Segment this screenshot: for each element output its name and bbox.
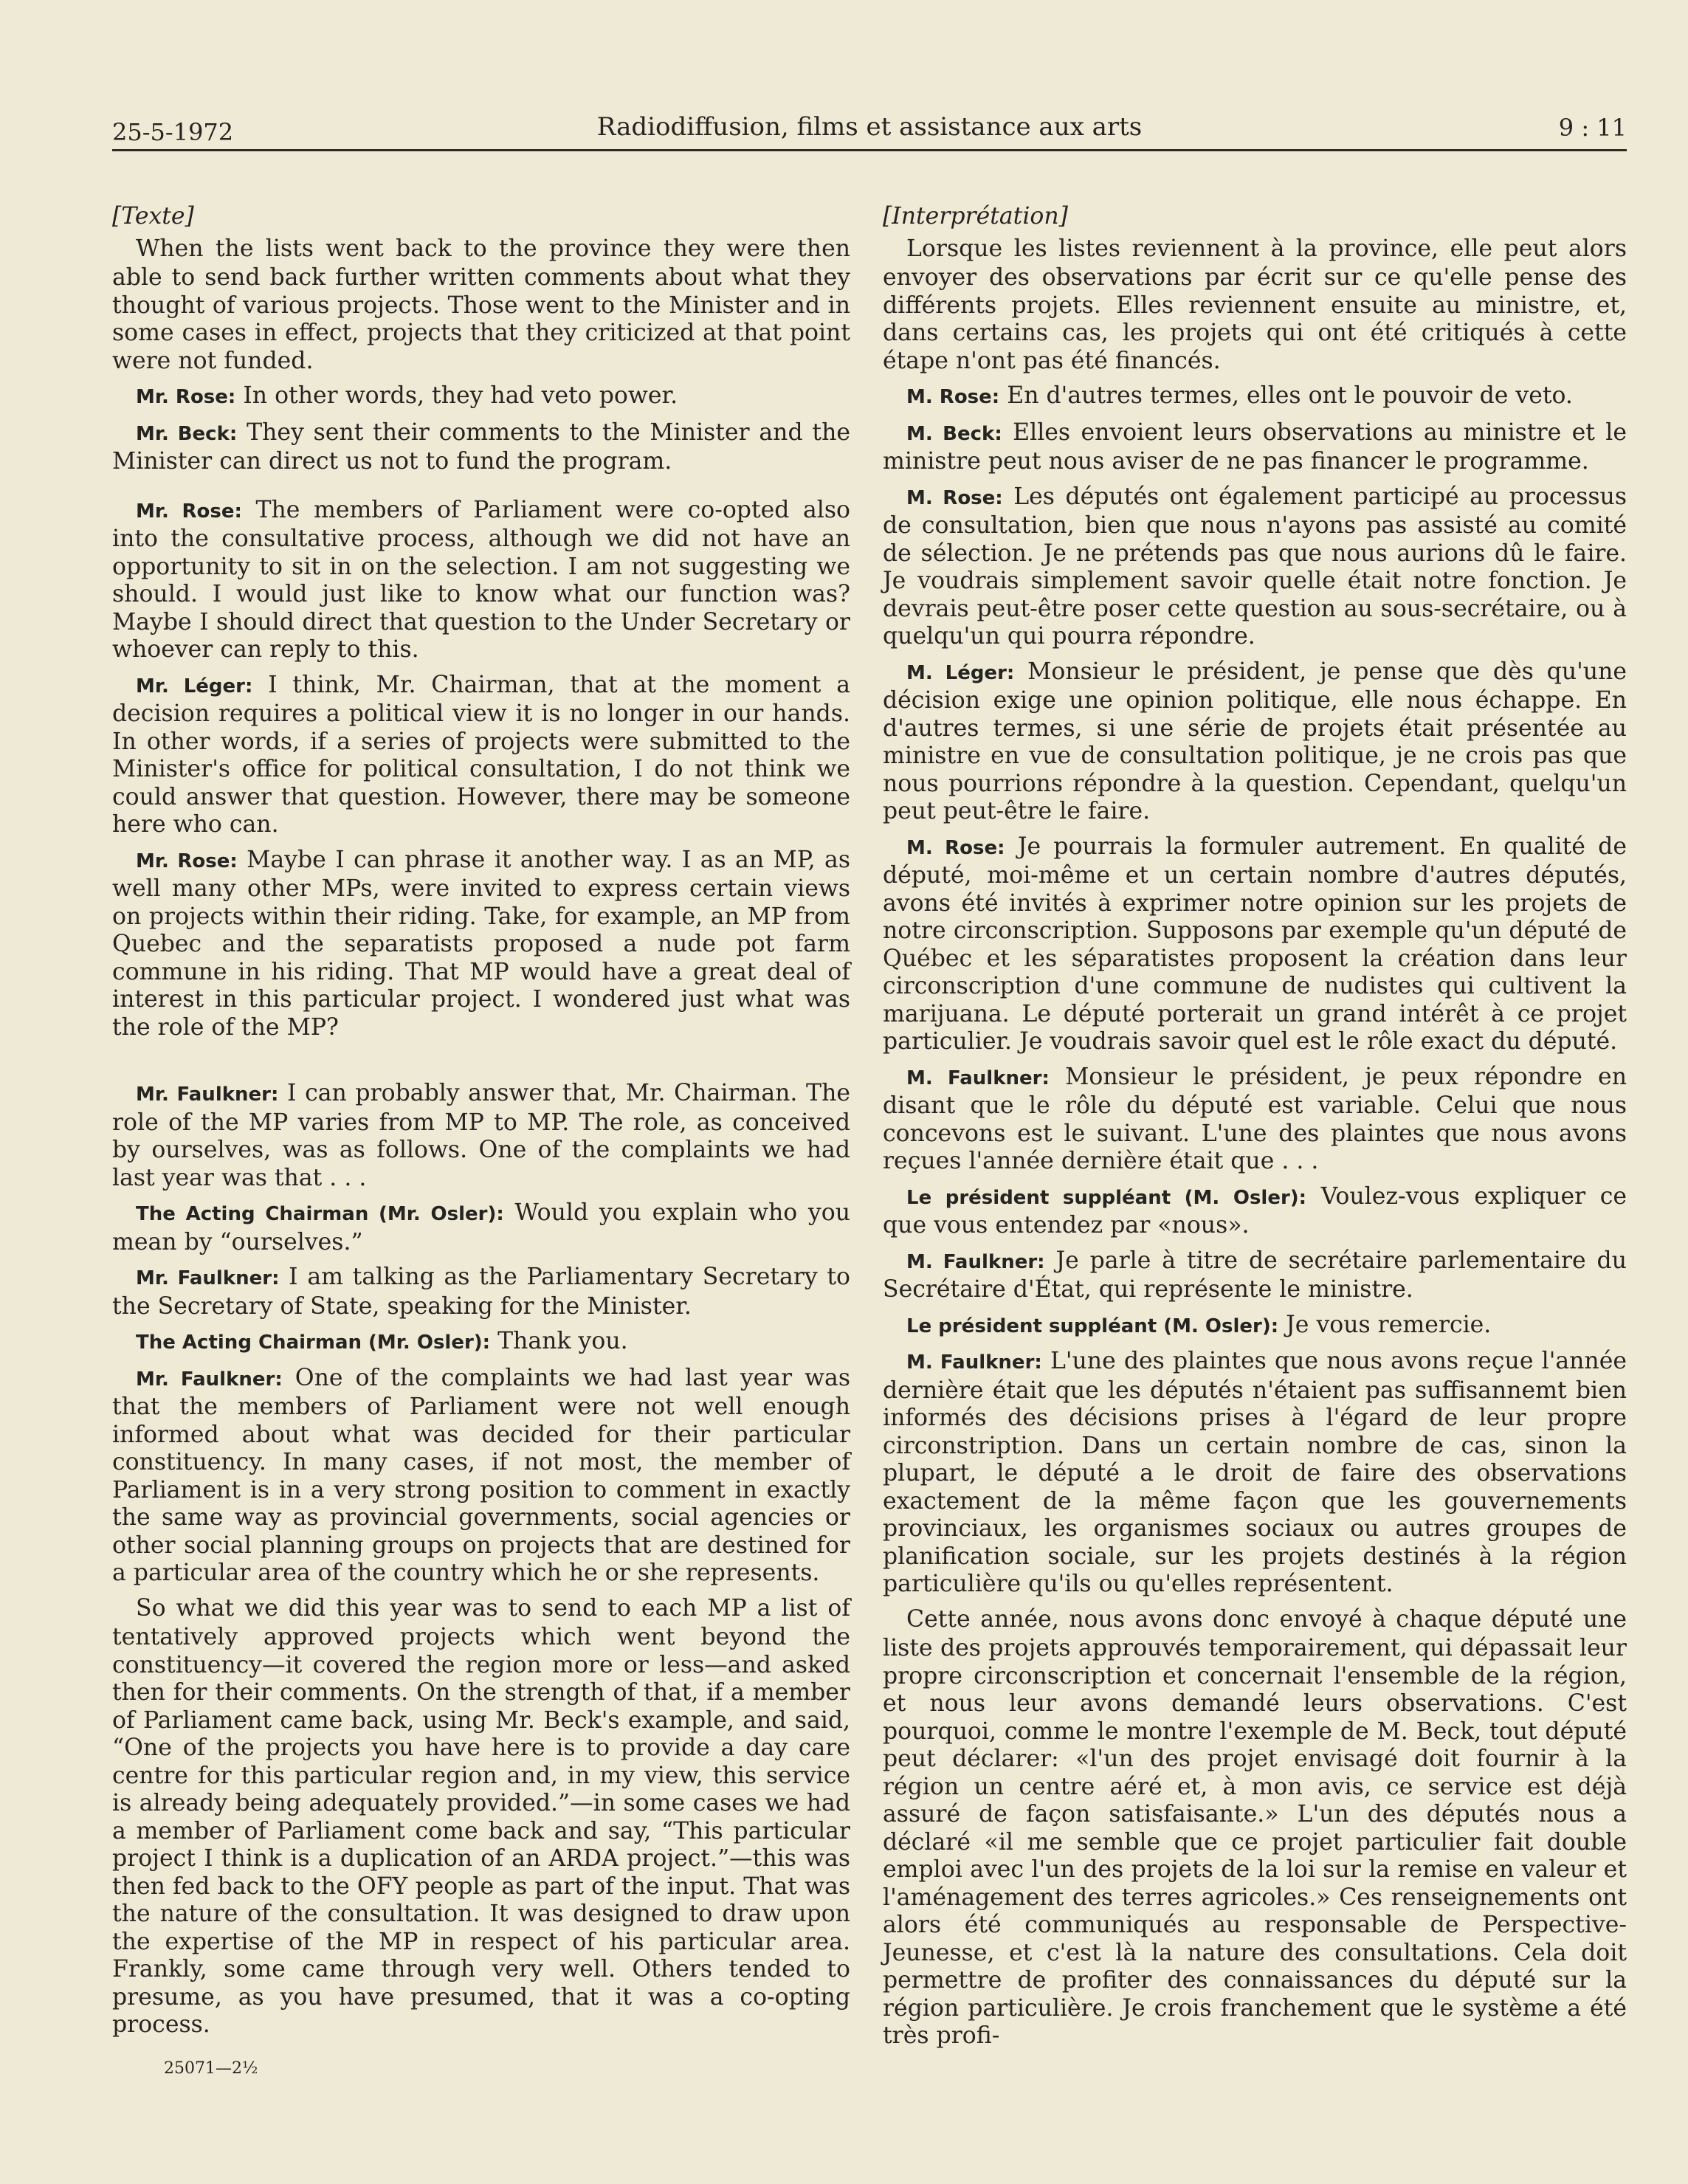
speech-text: I think, Mr. Chairman, that at the moment a decision requires a political view it is no longer in our hands. In other words, if a series of projects were submitted to the Minister's office for political consultation, I do not think we could answer that question. However, there may be someone here who can. <box>112 671 850 838</box>
paragraph <box>883 382 1627 412</box>
header-page-number: 9 : 11 <box>1558 114 1627 142</box>
speech-text: Monsieur le président, je peux répondre en disant que le rôle du député est variable. Celui que nous concevons est le suivant. L'une des plaintes que nous avons reçues l'année dernière était que . . . <box>883 1063 1627 1174</box>
paragraph <box>883 235 1627 376</box>
speaker: Mr. Rose: <box>136 850 238 872</box>
speech-text: So what we did this year was to send to each MP a list of tentatively approved projects which went beyond the constituency—it covered the region more or less—and asked then for their comments. On the strength of that, if a member of Parliament came back, using Mr. Beck's example, and said, “One of the projects you have here is to provide a day care centre for this particular region and, in my view, this service is already being adequately provided.”—in some cases we had a member of Parliament come back and say, “This particular project I think is a duplication of an ARDA project.”—this was then fed back to the OFY people as part of the input. That was the nature of the consultation. It was designed to draw upon the expertise of the MP in respect of his particular area. Frankly, some came through very well. Others tended to presume, as you have presumed, that it was a co-opting process. <box>112 1594 850 2038</box>
speech-text: When the lists went back to the province they were then able to send back further written comments about what they thought of various projects. Those went to the Minister and in some cases in effect, projects that they criticized at that point were not funded. <box>112 235 850 374</box>
paragraph <box>112 382 850 412</box>
speech-text: They sent their comments to the Minister and the Minister can direct us not to fund the program. <box>112 418 851 475</box>
column-label: [Interprétation] <box>883 203 1068 230</box>
paragraph <box>112 1328 850 1357</box>
speaker: Mr. Rose: <box>136 500 242 523</box>
speech-text: En d'autres termes, elles ont le pouvoir de veto. <box>999 382 1573 409</box>
speaker: Mr. Beck: <box>136 422 238 445</box>
speaker: Le président suppléant (M. Osler): <box>906 1186 1307 1209</box>
speaker: The Acting Chairman (Mr. Osler): <box>136 1332 491 1354</box>
speech-text: The members of Parliament were co-opted also into the consultative process, although we did not have an opportunity to sit in on the selection. I am not suggesting we should. I would just like to know what our function was? Maybe I should direct that question to the Under Secretary or whoever can reply to this. <box>112 496 850 663</box>
paragraph <box>883 1064 1627 1176</box>
footer-code: 25071—2½ <box>164 2059 258 2078</box>
paragraph <box>112 1199 850 1256</box>
right-column-french <box>883 203 1627 2058</box>
paragraph <box>883 658 1627 826</box>
paragraph <box>883 419 1627 476</box>
speech-text: L'une des plaintes que nous avons reçue l'année dernière était que les députés n'étaient pas suffisannemt bien informés des décisions prises à l'égard de leur propre circonstription. Dans un certain nombre de cas, sinon la plupart, le député a le droit de faire des observations exactement de la même façon que les gouvernements provinciaux, les organismes sociaux ou autres groupes de planification sociale, sur les projets destinés à la région particulière qu'ils ou qu'elles représentent. <box>883 1348 1627 1597</box>
paragraph <box>883 1312 1627 1341</box>
speaker: M. Faulkner: <box>906 1250 1045 1273</box>
paragraph <box>883 833 1627 1056</box>
header-date: 25-5-1972 <box>112 118 234 146</box>
paragraph <box>112 497 850 664</box>
paragraph <box>112 847 850 1042</box>
paragraph <box>112 672 850 839</box>
speaker: M. Rose: <box>906 386 1000 408</box>
paragraph <box>112 1365 850 1588</box>
speech-text: Cette année, nous avons donc envoyé à chaque député une liste des projets approuvés temporairement, qui dépassait leur propre circonscription et concernait l'ensemble de la région, et nous leur avons demandé leurs observations. C'est pourquoi, comme le montre l'exemple de M. Beck, tout député peut déclarer: «l'un des projet envisagé doit fournir à la région un centre aéré et, à mon avis, ce service est déjà assuré de façon satisfaisante.» L'un des députés nous a déclaré «il me semble que ce projet particulier fait double emploi avec l'un des projets de la loi sur la remise en valeur et l'aménagement des terres agricoles.» Ces renseignements ont alors été communiqués au responsable de Perspective-Jeunesse, et c'est là la nature des consultations. Cela doit permettre de profiter des connaissances du député sur la région particulière. Je crois franchement que le système a été très profi- <box>883 1605 1627 2049</box>
speech-text: Maybe I can phrase it another way. I as an MP, as well many other MPs, were invited to express certain views on projects within their riding. Take, for example, an MP from Quebec and the separatists proposed a nude pot farm commune in his riding. That MP would have a great deal of interest in this particular project. I wondered just what was the role of the MP? <box>112 846 851 1041</box>
paragraph <box>883 483 1627 651</box>
speech-text: I can probably answer that, Mr. Chairman. The role of the MP varies from MP to MP. The role, as conceived by ourselves, was as follows. One of the complaints we had last year was that . . . <box>112 1080 850 1191</box>
speaker: M. Léger: <box>906 661 1015 684</box>
speaker: M. Faulkner: <box>906 1067 1050 1089</box>
speaker: Mr. Faulkner: <box>136 1368 283 1391</box>
speaker: Mr. Faulkner: <box>136 1084 279 1106</box>
speech-text: Elles envoient leurs observations au ministre et le ministre peut nous aviser de ne pas financer le programme. <box>883 418 1627 475</box>
column-label: [Texte] <box>112 203 194 230</box>
speech-text: I am talking as the Parliamentary Secretary to the Secretary of State, speaking for the Minister. <box>112 1264 850 1320</box>
header-title: Radiodiffusion, films et assistance aux arts <box>596 112 1143 142</box>
paragraph <box>112 1595 850 2039</box>
speech-text: Je vous remercie. <box>1278 1311 1492 1338</box>
speech-text: Les députés ont également participé au processus de consultation, bien que nous n'ayons pas assisté au comité de sélection. Je ne prétends pas que nous aurions dû le faire. Je voudrais simplement savoir quelle était notre fonction. Je devrais peut-être poser cette question au sous-secrétaire, ou à quelqu'un qui pourra répondre. <box>883 483 1627 650</box>
speaker: Mr. Léger: <box>136 675 253 697</box>
speaker: M. Rose: <box>906 836 1005 859</box>
speech-text: Lorsque les listes reviennent à la province, elle peut alors envoyer des observations par écrit sur ce qu'elle pense des différents projets. Elles reviennent ensuite au ministre, et, dans certains cas, les projets qui ont été critiqués à cette étape n'ont pas été financés. <box>883 235 1627 374</box>
paragraph <box>112 419 850 476</box>
speaker: Mr. Rose: <box>136 386 236 408</box>
left-column-english <box>112 203 850 2047</box>
speaker: Le président suppléant (M. Osler): <box>906 1315 1279 1337</box>
speaker: The Acting Chairman (Mr. Osler): <box>136 1203 504 1225</box>
speech-text: Would you explain who you mean by “ourselves.” <box>112 1199 850 1255</box>
speaker: M. Rose: <box>906 486 1003 509</box>
speaker: Mr. Faulkner: <box>136 1267 280 1289</box>
speech-text: In other words, they had veto power. <box>235 382 678 409</box>
paragraph <box>883 1183 1627 1240</box>
page-header <box>112 105 1627 151</box>
speech-text: Je pourrais la formuler autrement. En qualité de député, moi-même et un certain nombre d'autres députés, avons été invités à exprimer notre opinion sur les projets de notre circonscription. Supposons par exemple qu'un député de Québec et les séparatistes proposent la création dans leur circonscription d'une commune de nudistes qui cultivent la marijuana. Le député porterait un grand intérêt à ce projet particulier. Je voudrais savoir quel est le rôle exact du député. <box>883 833 1627 1055</box>
speaker: M. Faulkner: <box>906 1351 1042 1374</box>
paragraph <box>883 1247 1627 1304</box>
speaker: M. Beck: <box>906 422 1002 445</box>
paragraph <box>883 1348 1627 1599</box>
speech-text: Monsieur le président, je pense que dès qu'une décision exige une opinion politique, elle nous échappe. En d'autres termes, si une série de projets était présentée au ministre en vue de consultation politique, je ne crois pas que nous pourrions répondre à la question. Cependant, quelqu'un peut peut-être le faire. <box>883 658 1627 824</box>
paragraph <box>112 1080 850 1192</box>
speech-text: Je parle à titre de secrétaire parlementaire du Secrétaire d'État, qui représente le ministre. <box>883 1247 1627 1303</box>
paragraph <box>883 1606 1627 2050</box>
speech-text: Voulez-vous expliquer ce que vous entendez par «nous». <box>883 1182 1627 1239</box>
speech-text: One of the complaints we had last year was that the members of Parliament were not well enough informed about what was decided for their particular constituency. In many cases, if not most, the member of Parliament is in a very strong position to comment in exactly the same way as provincial governments, social agencies or other social planning groups on projects that are destined for a particular area of the country which he or she represents. <box>112 1364 850 1586</box>
paragraph <box>112 235 850 376</box>
speech-text: Thank you. <box>490 1328 628 1354</box>
paragraph <box>112 1264 850 1320</box>
